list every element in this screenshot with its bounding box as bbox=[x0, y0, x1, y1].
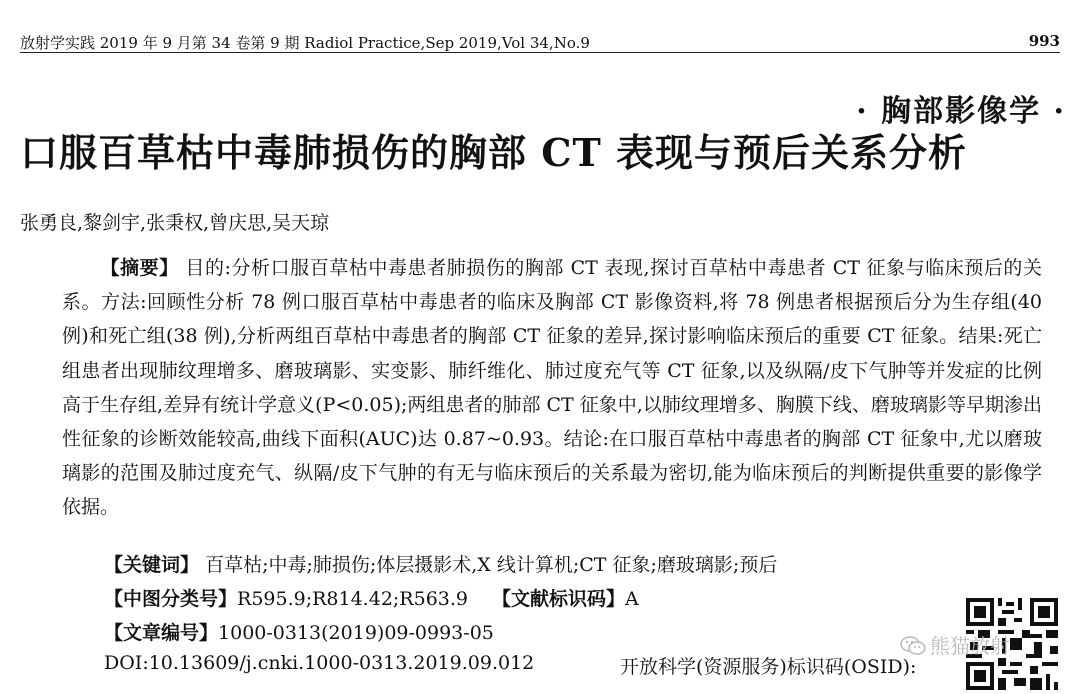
article-number-label: 【文章编号】 bbox=[104, 622, 219, 644]
journal-header: 放射学实践 2019 年 9 月第 34 卷第 9 期 Radiol Practice,Sep 2019,Vol 34,No.9 bbox=[20, 34, 590, 52]
article-number-value: 1000-0313(2019)09-0993-05 bbox=[218, 622, 494, 644]
keywords-value: 百草枯;中毒;肺损伤;体层摄影术,X 线计算机;CT 征象;磨玻璃影;预后 bbox=[205, 554, 778, 576]
doi: DOI:10.13609/j.cnki.1000-0313.2019.09.012 bbox=[104, 652, 535, 674]
osid-label: 开放科学(资源服务)标识码(OSID): bbox=[620, 656, 917, 678]
column-tag: · 胸部影像学 · bbox=[856, 94, 1066, 129]
classification-value: R595.9;R814.42;R563.9 bbox=[237, 588, 469, 610]
classification-label: 【中图分类号】 bbox=[104, 588, 238, 610]
abstract bbox=[62, 251, 1042, 525]
watermark-text: 熊猫放射 bbox=[930, 634, 1010, 658]
keywords bbox=[104, 550, 777, 577]
document-code-label: 【文献标识码】 bbox=[492, 588, 626, 610]
document-code-value: A bbox=[625, 588, 639, 610]
wechat-icon bbox=[900, 636, 926, 656]
watermark bbox=[900, 630, 1010, 659]
article-number-line bbox=[104, 618, 494, 645]
abstract-text: 目的:分析口服百草枯中毒患者肺损伤的胸部 CT 表现,探讨百草枯中毒患者 CT 征象与临床预后的关系。方法:回顾性分析 78 例口服百草枯中毒患者的临床及胸部 CT 影像资料,将 78 例患者根据预后分为生存组(40 例)和死亡组(38 例),分析两组百草枯中毒患者的胸部 CT 征象的差异,探讨影响临床预后的重要 CT 征象。结果:死亡组患者出现肺纹理增多、磨玻璃影、实变影、肺纤维化、肺过度充气等 CT 征象,以及纵隔/皮下气肿等并发症的比例高于生存组,差异有统计学意义(P<0.05);两组患者的肺部 CT 征象中,以肺纹理增多、胸膜下线、磨玻璃影等早期渗出性征象的诊断效能较高,曲线下面积(AUC)达 0.87~0.93。结论:在口服百草枯中毒患者的胸部 CT 征象中,尤以磨玻璃影的范围及肺过度充气、纵隔/皮下气肿的有无与临床预后的关系最为密切,能为临床预后的判断提供重要的影像学依据。 bbox=[62, 257, 1042, 519]
abstract-label: 【摘要】 bbox=[100, 257, 179, 279]
authors: 张勇良,黎剑宇,张秉权,曾庆思,吴天琼 bbox=[20, 212, 330, 234]
keywords-label: 【关键词】 bbox=[104, 554, 200, 576]
running-header bbox=[20, 30, 1060, 53]
article-title: 口服百草枯中毒肺损伤的胸部 CT 表现与预后关系分析 bbox=[20, 130, 967, 175]
page-number: 993 bbox=[1028, 32, 1060, 50]
classification-line bbox=[104, 584, 639, 611]
